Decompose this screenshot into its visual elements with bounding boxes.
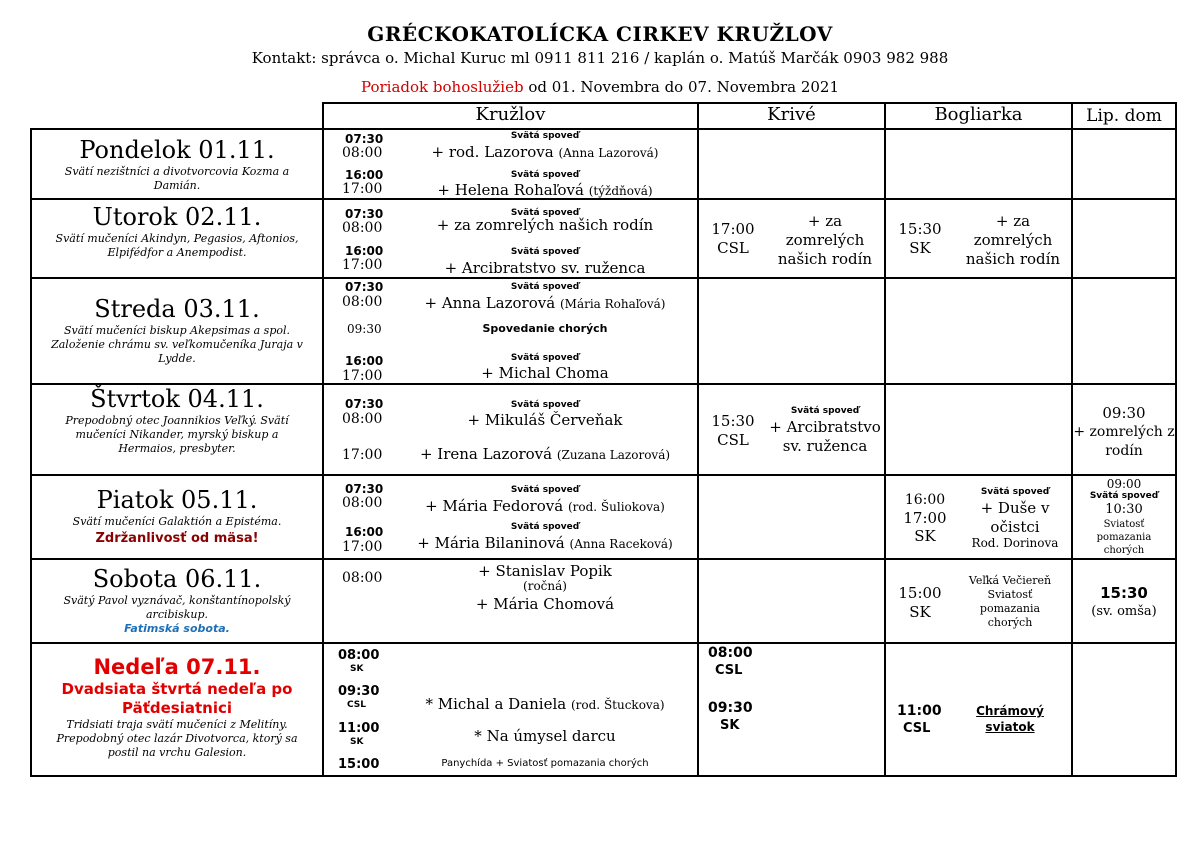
lipdom-intention: + zomrelých z rodín	[1073, 424, 1175, 459]
lipdom-intention: (sv. omša)	[1091, 604, 1157, 619]
confession-note: Svätá spoveď	[510, 400, 580, 410]
time-liturgy: 08:00	[342, 495, 383, 511]
intention: + za zomrelých našich rodín	[436, 216, 654, 234]
intention: + Helena Rohaľová (týždňová)	[437, 181, 653, 199]
bogliarka-note: Rod. Dorinova	[971, 536, 1059, 550]
time-liturgy: 09:30	[338, 684, 380, 699]
lipdom-time: 09:30	[1102, 404, 1146, 422]
time-liturgy: 15:00	[338, 757, 380, 772]
lipdom-time: 15:30	[1100, 584, 1148, 602]
day-name: Utorok 02.11.	[92, 203, 262, 231]
bogliarka-time: 16:00 17:00 SK	[903, 492, 947, 545]
page-title: GRÉCKOKATOLÍCKA CIRKEV KRUŽLOV	[367, 22, 833, 46]
intention: + Mária Chomová	[475, 595, 615, 613]
bogliarka-time: 15:00 SK	[898, 584, 942, 621]
day-name: Pondelok 01.11.	[79, 136, 275, 164]
confession-note: Svätá spoveď	[510, 282, 580, 292]
liturgy-language: SK	[350, 737, 364, 747]
day-saint: Tridsiati traja svätí mučeníci z Melitíny. Prepodobný otec lazár Divotvorca, ktorý sa postil na vrchu Galesion.	[56, 718, 298, 759]
confession-note: Svätá spoveď	[510, 485, 580, 495]
intention: * Michal a Daniela (rod. Štuckova)	[425, 695, 665, 713]
day-wednesday	[34, 296, 320, 366]
bogliarka-time: 11:00	[897, 703, 942, 719]
krive-time: 17:00 CSL	[711, 220, 755, 257]
time-confession: 16:00	[345, 354, 384, 368]
krive-time: 09:30	[708, 700, 753, 716]
day-sunday	[34, 654, 320, 760]
time-confession: 16:00	[345, 244, 384, 258]
confession-note: Svätá spoveď	[510, 522, 580, 532]
krive-language: SK	[720, 718, 740, 733]
intention: * Na úmysel darcu	[474, 727, 616, 745]
intention: Panychída + Sviatosť pomazania chorých	[441, 758, 649, 769]
confession-note: Svätá spoveď	[510, 131, 580, 141]
bogliarka-intention: + Duše v očistci	[980, 499, 1050, 536]
krive-intention: + za zomrelých našich rodín	[777, 212, 873, 268]
krive-language: CSL	[715, 663, 743, 678]
schedule-dates: od 01. Novembra do 07. Novembra 2021	[523, 78, 839, 96]
time-sick-confession: 09:30	[347, 322, 382, 336]
bogliarka-language: CSL	[903, 721, 931, 736]
time-liturgy: 08:00	[342, 411, 383, 427]
confession-note: Svätá spoveď	[1089, 491, 1159, 501]
intention: + Stanislav Popik	[478, 562, 612, 580]
intention: + rod. Lazorova (Anna Lazorová)	[431, 143, 659, 161]
time-liturgy: 08:00	[342, 145, 383, 161]
bogliarka-time: 15:30 SK	[898, 220, 942, 257]
day-saint: Svätí mučeníci biskup Akepsimas a spol. Založenie chrámu sv. veľkomučeníka Juraja v Lydde.	[51, 324, 303, 365]
krive-intention: + Arcibratstvo sv. ruženca	[769, 418, 881, 455]
confession-note: Svätá spoveď	[980, 487, 1050, 497]
day-saint: Prepodobný otec Joannikios Veľký. Svätí mučeníci Nikander, myrský biskup a Hermaios, presbyter.	[65, 414, 289, 455]
day-saint: Svätí mučeníci Galaktión a Epistéma.	[72, 515, 282, 528]
day-saint: Svätí nezištníci a divotvorcovia Kozma a Damián.	[64, 165, 290, 192]
time-liturgy: 11:00	[338, 721, 380, 736]
day-thursday	[34, 386, 320, 456]
day-name: Sobota 06.11.	[92, 565, 262, 593]
time-liturgy: 17:00	[342, 181, 383, 197]
liturgy-language: CSL	[347, 700, 366, 710]
day-name: Streda 03.11.	[94, 295, 260, 323]
sick-confession: Spovedanie chorých	[482, 322, 608, 335]
time-confession: 16:00	[345, 525, 384, 539]
time-confession: 07:30	[345, 132, 384, 146]
lipdom-time-2: 10:30	[1105, 502, 1143, 517]
confession-note: Svätá spoveď	[510, 170, 580, 180]
day-saint: Svätý Pavol vyznávač, konštantínopolský arcibiskup.	[63, 594, 291, 621]
confession-note: Svätá spoveď	[510, 247, 580, 257]
column-header-kruzlov: Kružlov	[475, 104, 546, 125]
confession-note: Svätá spoveď	[510, 353, 580, 363]
fast-notice: Zdržanlivosť od mäsa!	[95, 531, 259, 546]
day-name: Nedeľa 07.11.	[93, 655, 261, 679]
lipdom-intention: Sviatosť pomazania chorých	[1096, 519, 1152, 556]
bogliarka-intention: Veľká Večiereň Sviatosť pomazania chorých	[968, 574, 1052, 629]
time-liturgy: 08:00	[342, 294, 383, 310]
intention-note: (ročná)	[523, 579, 567, 593]
column-header-lip-dom: Lip. dom	[1086, 106, 1162, 126]
time-liturgy: 17:00	[342, 257, 383, 273]
krive-time: 15:30 CSL	[711, 412, 755, 449]
lipdom-time: 09:00	[1106, 477, 1142, 491]
time-liturgy: 08:00	[342, 220, 383, 236]
intention: + Irena Lazorová (Zuzana Lazorová)	[419, 445, 671, 463]
time-confession: 16:00	[345, 168, 384, 182]
day-saint: Svätí mučeníci Akindyn, Pegasios, Aftonios, Elpifédfor a Anempodist.	[55, 232, 299, 259]
contact-line: Kontakt: správca o. Michal Kuruc ml 0911 811 216 / kaplán o. Matúš Marčák 0903 982 988	[251, 49, 949, 67]
day-saturday	[34, 566, 320, 635]
confession-note: Svätá spoveď	[790, 406, 860, 416]
time-liturgy: 08:00	[342, 570, 383, 586]
bogliarka-intention: + za zomrelých našich rodín	[965, 212, 1061, 268]
time-liturgy: 17:00	[342, 447, 383, 463]
confession-note: Svätá spoveď	[510, 208, 580, 218]
sunday-title: Dvadsiata štvrtá nedeľa po Päťdesiatnici	[61, 680, 293, 717]
fatima-notice: Fatimská sobota.	[124, 622, 230, 635]
intention: + Mária Fedorová (rod. Šuliokova)	[425, 497, 665, 515]
intention: + Mária Bilaninová (Anna Raceková)	[417, 534, 673, 552]
bogliarka-feast: Chrámový sviatok	[976, 704, 1044, 734]
intention: + Michal Choma	[481, 364, 609, 382]
time-liturgy: 17:00	[342, 368, 383, 384]
time-liturgy: 08:00	[338, 648, 380, 663]
time-liturgy: 17:00	[342, 539, 383, 555]
time-confession: 07:30	[345, 397, 384, 411]
column-header-bogliarka: Bogliarka	[934, 104, 1023, 125]
day-friday	[34, 487, 320, 546]
day-monday	[34, 137, 320, 193]
day-name: Štvrtok 04.11.	[90, 385, 264, 413]
intention: + Arcibratstvo sv. ruženca	[444, 259, 646, 277]
time-confession: 07:30	[345, 482, 384, 496]
intention: + Anna Lazorová (Mária Rohaľová)	[424, 294, 666, 312]
liturgy-language: SK	[350, 664, 364, 674]
day-name: Piatok 05.11.	[96, 486, 258, 514]
schedule-period	[0, 78, 1200, 96]
time-confession: 07:30	[345, 280, 384, 294]
krive-time: 08:00	[708, 645, 753, 661]
day-tuesday	[34, 204, 320, 260]
intention: + Mikuláš Červeňak	[467, 411, 623, 429]
column-header-krive: Krivé	[767, 104, 816, 125]
time-confession: 07:30	[345, 207, 384, 221]
schedule-label: Poriadok bohoslužieb	[361, 78, 524, 96]
